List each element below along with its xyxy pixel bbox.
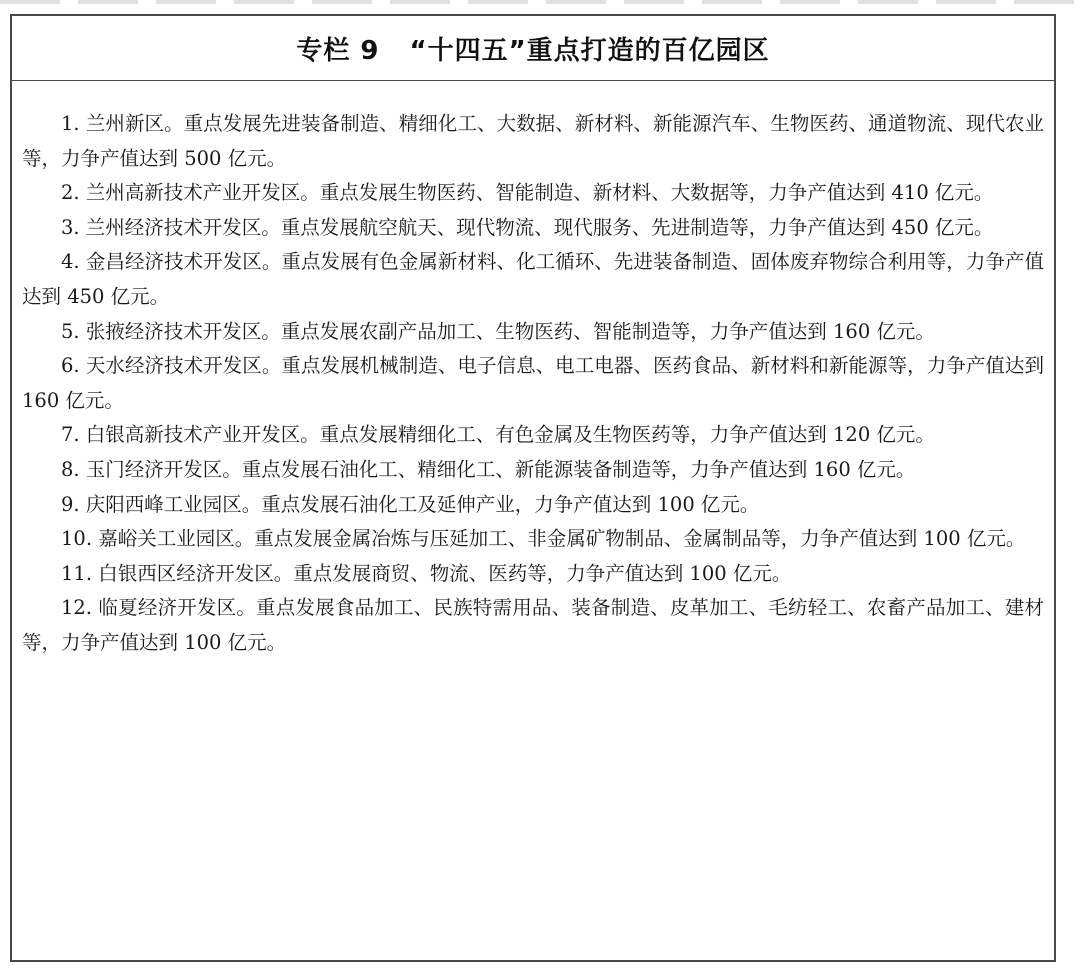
list-item: 3. 兰州经济技术开发区。重点发展航空航天、现代物流、现代服务、先进制造等，力争产值达到 450 亿元。 (61, 215, 994, 239)
box-header (12, 16, 1054, 81)
box-title-label: 专栏 9 (296, 35, 380, 66)
box-body (12, 81, 1054, 661)
list-item: 10. 嘉峪关工业园区。重点发展金属冶炼与压延加工、非金属矿物制品、金属制品等，力争产值达到 100 亿元。 (61, 527, 1026, 551)
list-item: 4. 金昌经济技术开发区。重点发展有色金属新材料、化工循环、先进装备制造、固体废弃物综合利用等，力争产值达到 450 亿元。 (22, 250, 1044, 308)
box-title-text: “十四五”重点打造的百亿园区 (409, 35, 770, 66)
list-item: 8. 玉门经济开发区。重点发展石油化工、精细化工、新能源装备制造等，力争产值达到 160 亿元。 (61, 457, 916, 481)
list-item: 2. 兰州高新技术产业开发区。重点发展生物医药、智能制造、新材料、大数据等，力争产值达到 410 亿元。 (61, 181, 994, 205)
column-box (10, 14, 1056, 962)
list-item: 12. 临夏经济开发区。重点发展食品加工、民族特需用品、装备制造、皮革加工、毛纺轻工、农畜产品加工、建材等，力争产值达到 100 亿元。 (22, 596, 1044, 654)
list-item: 1. 兰州新区。重点发展先进装备制造、精细化工、大数据、新材料、新能源汽车、生物医药、通道物流、现代农业等，力争产值达到 500 亿元。 (22, 112, 1044, 170)
box-title (296, 30, 769, 67)
top-edge-strip (0, 0, 1080, 4)
list-item: 7. 白银高新技术产业开发区。重点发展精细化工、有色金属及生物医药等，力争产值达到 120 亿元。 (61, 423, 935, 447)
list-item: 5. 张掖经济技术开发区。重点发展农副产品加工、生物医药、智能制造等，力争产值达到 160 亿元。 (61, 319, 935, 343)
list-item: 9. 庆阳西峰工业园区。重点发展石油化工及延伸产业，力争产值达到 100 亿元。 (61, 492, 760, 516)
list-item: 6. 天水经济技术开发区。重点发展机械制造、电子信息、电工电器、医药食品、新材料和新能源等，力争产值达到 160 亿元。 (22, 354, 1044, 412)
list-item: 11. 白银西区经济开发区。重点发展商贸、物流、医药等，力争产值达到 100 亿元。 (61, 561, 792, 585)
